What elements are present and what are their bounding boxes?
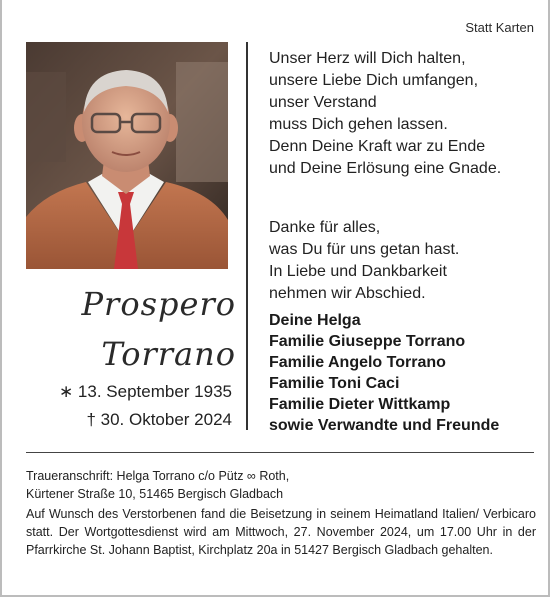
thanks-line: nehmen wir Abschied. (269, 285, 426, 302)
signer: sowie Verwandte und Freunde (269, 417, 500, 434)
poem-line: und Deine Erlösung eine Gnade. (269, 160, 502, 177)
signer: Familie Toni Caci (269, 375, 400, 392)
portrait-photo (26, 42, 228, 269)
thanks-line: was Du für uns getan hast. (269, 241, 460, 258)
portrait-illustration (26, 42, 228, 269)
signer: Deine Helga (269, 312, 361, 329)
poem (269, 48, 539, 180)
signer: Familie Angelo Torrano (269, 354, 446, 371)
signer: Familie Giuseppe Torrano (269, 333, 466, 350)
mourning-address (26, 467, 536, 503)
poem-line: unsere Liebe Dich umfangen, (269, 72, 479, 89)
vertical-divider (246, 42, 248, 430)
thanks-line: Danke für alles, (269, 219, 381, 236)
thanks-line: In Liebe und Dankbarkeit (269, 263, 447, 280)
deceased-first-name: Prospero (81, 285, 236, 323)
poem-line: unser Verstand (269, 94, 377, 111)
deceased-last-name: Torrano (101, 335, 236, 373)
signer: Familie Dieter Wittkamp (269, 396, 451, 413)
horizontal-divider (26, 452, 534, 453)
service-notice: Auf Wunsch des Verstorbenen fand die Beisetzung in seinem Heimatland Italien/ Verbicaro statt. Der Wortgottesdienst wird am Mittwoch, 27. November 2024, um 17.00 Uhr in der Pfarrkirche St. Johann Baptist, Kirchplatz 20a in 51427 Bergisch Gladbach gehalten. (26, 507, 536, 557)
death-date: † 30. Oktober 2024 (86, 410, 232, 429)
poem-line: Denn Deine Kraft war zu Ende (269, 138, 486, 155)
thanks-text (269, 217, 539, 305)
address-line: Traueranschrift: Helga Torrano c/o Pütz ∞ Roth, (26, 469, 290, 483)
statt-karten-label: Statt Karten (465, 20, 534, 35)
address-line: Kürtener Straße 10, 51465 Bergisch Gladbach (26, 487, 284, 501)
poem-line: muss Dich gehen lassen. (269, 116, 448, 133)
signers-list (269, 310, 547, 436)
poem-line: Unser Herz will Dich halten, (269, 50, 466, 67)
birth-date: ∗ 13. September 1935 (58, 382, 232, 401)
